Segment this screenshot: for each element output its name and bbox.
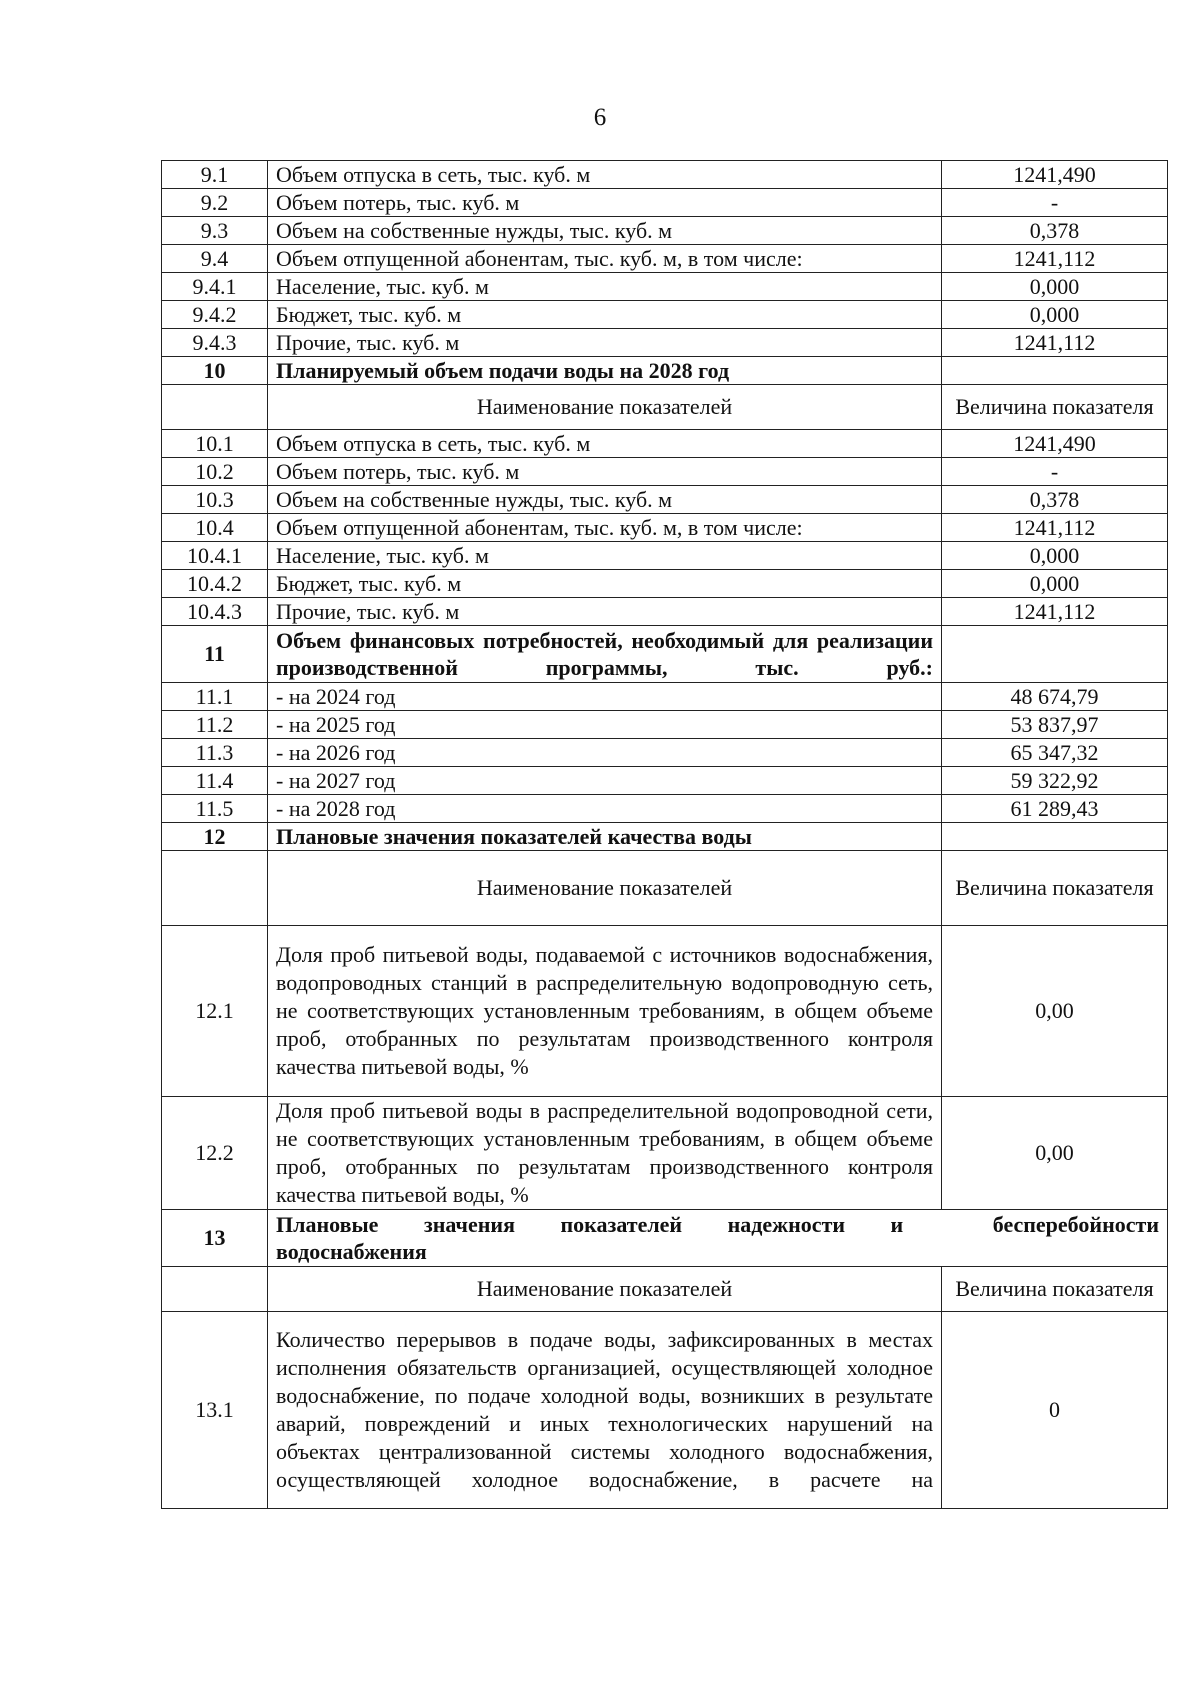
column-header-value: Величина показателя xyxy=(942,851,1168,926)
row-number: 10.4.3 xyxy=(162,598,268,626)
row-number: 9.3 xyxy=(162,217,268,245)
column-header-value: Величина показателя xyxy=(942,385,1168,430)
section-heading-row xyxy=(162,823,1168,851)
row-value: 0,000 xyxy=(942,273,1168,301)
row-number: 11.4 xyxy=(162,767,268,795)
row-number: 9.1 xyxy=(162,161,268,189)
row-value: 1241,112 xyxy=(942,329,1168,357)
row-number: 10.2 xyxy=(162,458,268,486)
row-label: Доля проб питьевой воды в распределительной водопроводной сети, не соответствующих установленным требованиям, в общем объеме проб, отобранных по результатам производственного контроля качества питьевой воды, % xyxy=(268,1097,942,1210)
row-number: 9.4.1 xyxy=(162,273,268,301)
row-value: 0,00 xyxy=(942,1097,1168,1210)
table-row xyxy=(162,514,1168,542)
column-header-name: Наименование показателей xyxy=(268,851,942,926)
row-number: 11.1 xyxy=(162,683,268,711)
row-label: Объем отпущенной абонентам, тыс. куб. м, в том числе: xyxy=(268,245,942,273)
row-value: 0,378 xyxy=(942,217,1168,245)
row-value: 0,000 xyxy=(942,570,1168,598)
empty-cell xyxy=(162,385,268,430)
row-number: 10.3 xyxy=(162,486,268,514)
row-label: Объем на собственные нужды, тыс. куб. м xyxy=(268,217,942,245)
empty-cell xyxy=(942,626,1168,683)
section-number: 10 xyxy=(162,357,268,385)
row-number: 9.4.2 xyxy=(162,301,268,329)
table-row xyxy=(162,273,1168,301)
section-title-line-1 xyxy=(276,1211,1159,1238)
section-number: 13 xyxy=(162,1210,268,1267)
table-row xyxy=(162,570,1168,598)
row-value: 1241,490 xyxy=(942,161,1168,189)
empty-cell xyxy=(162,1267,268,1312)
row-label: Объем отпущенной абонентам, тыс. куб. м, в том числе: xyxy=(268,514,942,542)
table-row xyxy=(162,683,1168,711)
section-heading-row xyxy=(162,626,1168,683)
row-number: 11.5 xyxy=(162,795,268,823)
row-value: 59 322,92 xyxy=(942,767,1168,795)
table-row xyxy=(162,329,1168,357)
row-number: 10.4.2 xyxy=(162,570,268,598)
row-value: 1241,112 xyxy=(942,514,1168,542)
row-label: Население, тыс. куб. м xyxy=(268,542,942,570)
row-number: 11.3 xyxy=(162,739,268,767)
row-number: 13.1 xyxy=(162,1312,268,1509)
table-row xyxy=(162,189,1168,217)
table-row xyxy=(162,1097,1168,1210)
row-number: 9.4 xyxy=(162,245,268,273)
table-row xyxy=(162,739,1168,767)
row-number: 10.4.1 xyxy=(162,542,268,570)
section-title: Плановые значения показателей качества воды xyxy=(268,823,942,851)
row-label: - на 2026 год xyxy=(268,739,942,767)
row-value: 0,000 xyxy=(942,301,1168,329)
section-title-main: Плановые значения показателей надежности и xyxy=(276,1212,904,1237)
row-value: - xyxy=(942,189,1168,217)
section-title: Планируемый объем подачи воды на 2028 год xyxy=(268,357,942,385)
row-label: Население, тыс. куб. м xyxy=(268,273,942,301)
row-value: 0,00 xyxy=(942,926,1168,1097)
row-value: 0,378 xyxy=(942,486,1168,514)
row-label: Объем отпуска в сеть, тыс. куб. м xyxy=(268,430,942,458)
column-header-name: Наименование показателей xyxy=(268,385,942,430)
table-row xyxy=(162,795,1168,823)
row-number: 9.2 xyxy=(162,189,268,217)
table-row xyxy=(162,430,1168,458)
row-label: Объем на собственные нужды, тыс. куб. м xyxy=(268,486,942,514)
row-label: Объем потерь, тыс. куб. м xyxy=(268,458,942,486)
row-number: 10.4 xyxy=(162,514,268,542)
row-label: Доля проб питьевой воды, подаваемой с источников водоснабжения, водопроводных станций в распределительную водопроводную сеть, не соответствующих установленным требованиям, в общем объеме проб, отобранных по результатам производственного контроля качества питьевой воды, % xyxy=(268,926,942,1097)
table-row xyxy=(162,217,1168,245)
row-value: 61 289,43 xyxy=(942,795,1168,823)
row-label: Объем потерь, тыс. куб. м xyxy=(268,189,942,217)
section-title-line-2: водоснабжения xyxy=(276,1239,427,1264)
section-number: 12 xyxy=(162,823,268,851)
row-label: - на 2024 год xyxy=(268,683,942,711)
row-number: 10.1 xyxy=(162,430,268,458)
column-header-value: Величина показателя xyxy=(942,1267,1168,1312)
table-row xyxy=(162,245,1168,273)
table-row xyxy=(162,598,1168,626)
row-number: 12.1 xyxy=(162,926,268,1097)
empty-cell xyxy=(942,823,1168,851)
column-header-name: Наименование показателей xyxy=(268,1267,942,1312)
row-number: 11.2 xyxy=(162,711,268,739)
row-label: Количество перерывов в подаче воды, зафиксированных в местах исполнения обязательств организацией, осуществляющей холодное водоснабжение, по подаче холодной воды, возникших в результате аварий, повреждений и иных технологических нарушений на объектах централизованной системы холодного водоснабжения, осуществляющей холодное водоснабжение, в расчете на xyxy=(268,1312,942,1509)
row-value: 0 xyxy=(942,1312,1168,1509)
table-row xyxy=(162,458,1168,486)
section-title xyxy=(268,1210,1168,1267)
row-number: 12.2 xyxy=(162,1097,268,1210)
row-label: Прочие, тыс. куб. м xyxy=(268,598,942,626)
section-title: Объем финансовых потребностей, необходимый для реализации производственной программы, тыс. руб.: xyxy=(268,626,942,683)
row-value: 1241,112 xyxy=(942,245,1168,273)
empty-cell xyxy=(162,851,268,926)
row-value: 0,000 xyxy=(942,542,1168,570)
row-label: Бюджет, тыс. куб. м xyxy=(268,301,942,329)
row-value: - xyxy=(942,458,1168,486)
table-row xyxy=(162,1312,1168,1509)
row-value: 48 674,79 xyxy=(942,683,1168,711)
column-header-row xyxy=(162,385,1168,430)
table-row xyxy=(162,767,1168,795)
production-program-table xyxy=(161,160,1168,1509)
row-value: 53 837,97 xyxy=(942,711,1168,739)
row-label: Объем отпуска в сеть, тыс. куб. м xyxy=(268,161,942,189)
row-label: - на 2025 год xyxy=(268,711,942,739)
row-label: - на 2028 год xyxy=(268,795,942,823)
row-label: Прочие, тыс. куб. м xyxy=(268,329,942,357)
table-row xyxy=(162,161,1168,189)
section-title-right: бесперебойности xyxy=(992,1212,1159,1237)
section-heading-row xyxy=(162,357,1168,385)
column-header-row xyxy=(162,851,1168,926)
row-label: - на 2027 год xyxy=(268,767,942,795)
row-value: 1241,112 xyxy=(942,598,1168,626)
table-row xyxy=(162,486,1168,514)
table-row xyxy=(162,926,1168,1097)
row-label: Бюджет, тыс. куб. м xyxy=(268,570,942,598)
row-value: 1241,490 xyxy=(942,430,1168,458)
section-heading-row xyxy=(162,1210,1168,1267)
table-row xyxy=(162,711,1168,739)
row-value: 65 347,32 xyxy=(942,739,1168,767)
section-number: 11 xyxy=(162,626,268,683)
column-header-row xyxy=(162,1267,1168,1312)
table-row xyxy=(162,542,1168,570)
empty-cell xyxy=(942,357,1168,385)
table-row xyxy=(162,301,1168,329)
row-number: 9.4.3 xyxy=(162,329,268,357)
page-number: 6 xyxy=(593,104,607,131)
